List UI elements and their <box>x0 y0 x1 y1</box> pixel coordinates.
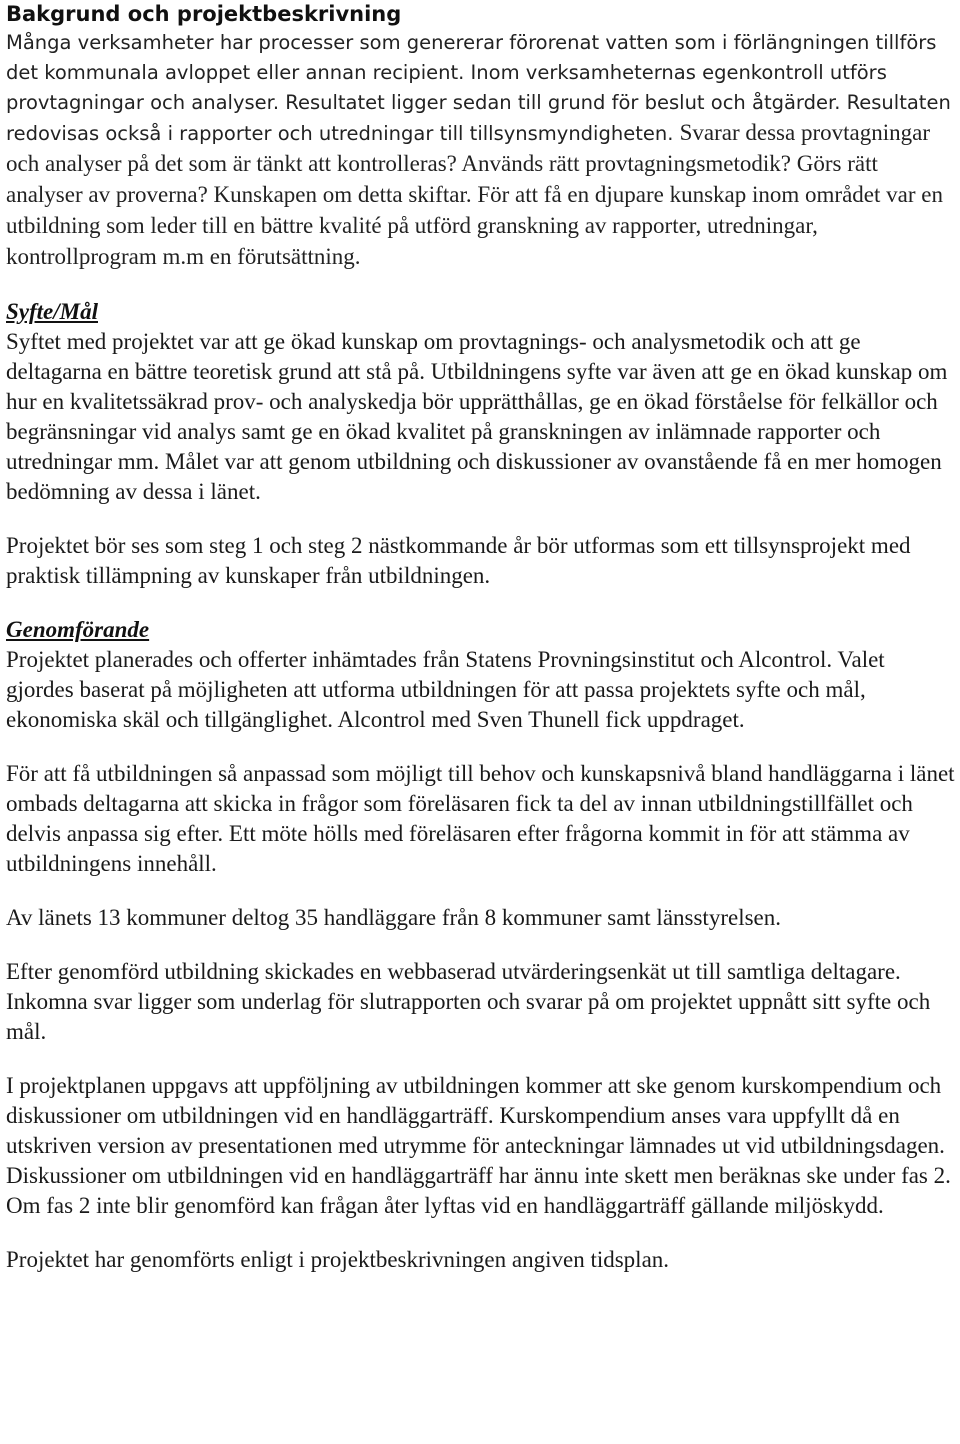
paragraph-genomforande-1: Projektet planerades och offerter inhämtades från Statens Provningsinstitut och Alcontrol. Valet gjordes baserat på möjligheten att utforma utbildningen för att passa projektets syfte och mål, ekonomiska skäl och tillgänglighet. Alcontrol med Sven Thunell fick uppdraget. <box>6 647 885 732</box>
document-page <box>6 0 956 1275</box>
bakgrund-text-3a: Svarar dessa provtagningar och analyser på det som är tänkt att kontrolleras? Används rätt provtagningsmetodik? Görs rätt analyser av proverna? Kunskapen om detta skiftar. <box>6 120 930 207</box>
paragraph-genomforande-4: Efter genomförd utbildning skickades en webbaserad utvärderingsenkät ut till samtliga deltagare. Inkomna svar ligger som underlag för slutrapporten och svarar på om projektet uppnått sitt syfte och mål. <box>6 959 931 1044</box>
paragraph-genomforande-6: Projektet har genomförts enligt i projektbeskrivningen angiven tidsplan. <box>6 1247 670 1272</box>
paragraph-genomforande-3: Av länets 13 kommuner deltog 35 handläggare från 8 kommuner samt länsstyrelsen. <box>6 905 781 930</box>
heading-bakgrund: Bakgrund och projektbeskrivning <box>6 2 402 26</box>
bakgrund-text-1: Många verksamheter har processer som genererar förorenat vatten som i förlängningen tillförs det kommunala avloppet eller annan recipient. Inom verksamheternas egenkontroll utförs provtagningar och analyser. Resultatet ligger sedan till grund för beslut och åtgärder. <box>6 31 937 114</box>
paragraph-syfte-2: Projektet bör ses som steg 1 och steg 2 nästkommande år bör utformas som ett tillsynsprojekt med praktisk tillämpning av kunskaper från utbildningen. <box>6 533 911 588</box>
bakgrund-text-3b: För att få en djupare kunskap inom området var en utbildning som leder till en bättre kvalité på utförd granskning av rapporter, utredningar, kontrollprogram m.m en förutsättning. <box>6 182 943 269</box>
paragraph-genomforande-5: I projektplanen uppgavs att uppföljning av utbildningen kommer att ske genom kurskompendium och diskussioner om utbildningen vid en handläggarträff. Kurskompendium anses vara uppfyllt då en utskriven version av presentationen med utrymme för anteckningar lämnades ut vid utbildningsdagen. Diskussioner om utbildningen vid en handläggarträff har ännu inte skett men beräknas ske under fas 2. Om fas 2 inte blir genomförd kan frågan åter lyftas vid en handläggarträff gällande miljöskydd. <box>6 1073 951 1218</box>
heading-syfte: Syfte/Mål <box>6 299 98 324</box>
heading-genomforande: Genomförande <box>6 617 150 642</box>
paragraph-genomforande-2: För att få utbildningen så anpassad som möjligt till behov och kunskapsnivå bland handläggarna i länet ombads deltagarna att skicka in frågor som föreläsaren fick ta del av innan utbildningstillfället och delvis anpassa sig efter. Ett möte hölls med föreläsaren efter frågorna kommit in för att stämma av utbildningens innehåll. <box>6 761 955 876</box>
paragraph-bakgrund-1 <box>6 28 956 273</box>
bakgrund-text-2: Resultaten redovisas också i rapporter och utredningar till tillsynsmyndigheten. <box>6 91 951 145</box>
paragraph-syfte-1: Syftet med projektet var att ge ökad kunskap om provtagnings- och analysmetodik och att ge deltagarna en bättre teoretisk grund att stå på. Utbildningens syfte var även att ge en ökad kunskap om hur en kvalitetssäkrad prov- och analyskedja bör upprätthållas, ge en ökad förståelse för felkällor och begränsningar vid analys samt ge en ökad kvalitet på granskningen av inlämnade rapporter och utredningar mm. Målet var att genom utbildning och diskussioner av ovanstående få en mer homogen bedömning av dessa i länet. <box>6 329 948 504</box>
